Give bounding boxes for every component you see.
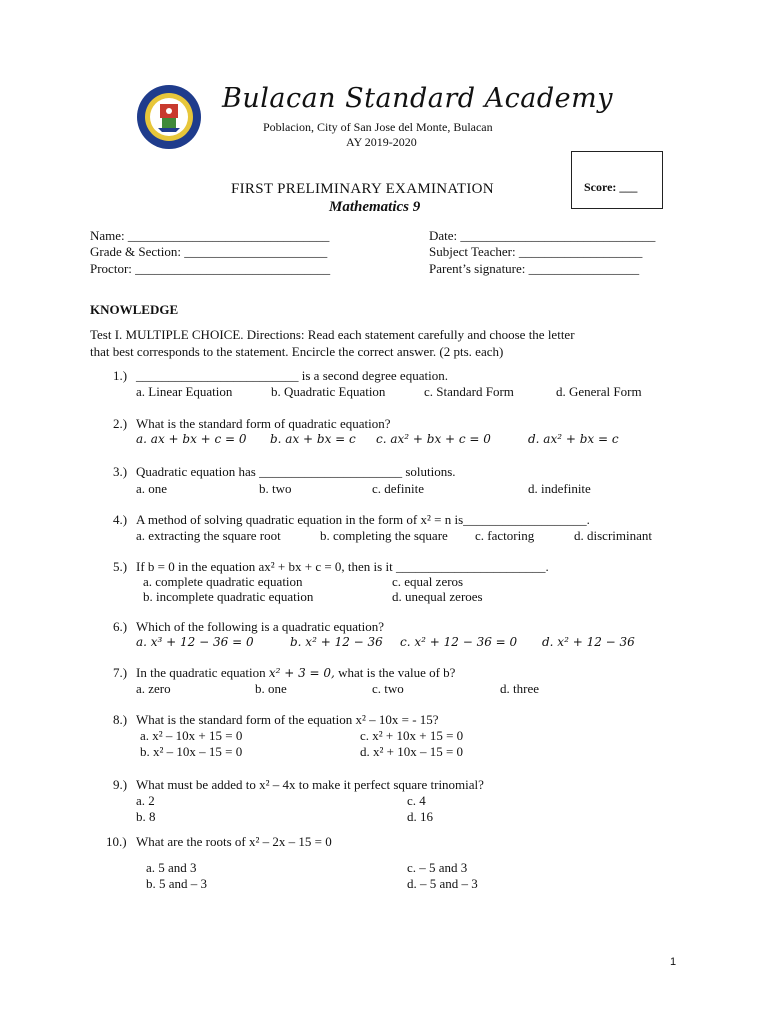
directions-text-1: Directions: Read each statement carefully and choose the letter	[243, 327, 575, 342]
q2-number: 2.)	[113, 416, 128, 431]
q9-text: What must be added to x² – 4x to make it perfect square trinomial?	[136, 777, 484, 792]
q6-choice-a[interactable]: a. x³ + 12 − 36 = 0	[136, 635, 254, 649]
q5-choice-b[interactable]: b. incomplete quadratic equation	[143, 589, 314, 604]
q6-choice-d[interactable]: d. x² + 12 − 36	[542, 635, 635, 649]
q4-choice-b[interactable]: b. completing the square	[320, 528, 448, 543]
q3-choice-b[interactable]: b. two	[259, 481, 292, 496]
exam-subject: Mathematics 9	[329, 199, 421, 215]
directions-line-2: that best corresponds to the statement. Encircle the correct answer. (2 pts. each)	[90, 344, 504, 359]
q10-number: 10.)	[106, 834, 127, 849]
q8-choice-d[interactable]: d. x² + 10x – 15 = 0	[360, 744, 464, 759]
school-address: Poblacion, City of San Jose del Monte, Bulacan	[263, 120, 493, 134]
q3-choice-a[interactable]: a. one	[136, 481, 168, 496]
q7-choice-c[interactable]: c. two	[372, 681, 404, 696]
q1-text: _________________________ is a second degree equation.	[136, 368, 448, 383]
q1-number: 1.)	[113, 368, 128, 383]
parent-signature-field[interactable]: Parent’s signature: _________________	[429, 261, 640, 276]
q1-choice-a[interactable]: a. Linear Equation	[136, 384, 233, 399]
q6-choice-b[interactable]: b. x² + 12 − 36	[290, 635, 383, 649]
q5-number: 5.)	[113, 559, 128, 574]
q5-text: If b = 0 in the equation ax² + bx + c = 0, then is it _______________________.	[136, 559, 549, 574]
q7-choice-b[interactable]: b. one	[255, 681, 287, 696]
q1-choice-d[interactable]: d. General Form	[556, 384, 642, 399]
page-number: 1	[670, 956, 677, 968]
q7-text-pre: In the quadratic equation	[136, 665, 269, 680]
grade-section-field[interactable]: Grade & Section: ______________________	[90, 244, 328, 259]
q8-number: 8.)	[113, 712, 128, 727]
q4-choice-d[interactable]: d. discriminant	[574, 528, 652, 543]
q7-text	[136, 665, 455, 681]
q2-choice-c[interactable]: c. ax² + bx + c = 0	[376, 432, 491, 446]
q6-text: Which of the following is a quadratic equation?	[136, 619, 385, 634]
q3-choice-c[interactable]: c. definite	[372, 481, 424, 496]
q4-choice-c[interactable]: c. factoring	[475, 528, 535, 543]
q9-choice-b[interactable]: b. 8	[136, 809, 156, 824]
q7-choice-a[interactable]: a. zero	[136, 681, 171, 696]
q4-text: A method of solving quadratic equation in the form of x² = n is___________________.	[136, 512, 590, 527]
q7-number: 7.)	[113, 665, 128, 680]
q8-text: What is the standard form of the equation x² – 10x = - 15?	[136, 712, 439, 727]
q10-text: What are the roots of x² – 2x – 15 = 0	[136, 834, 332, 849]
q5-choice-a[interactable]: a. complete quadratic equation	[143, 574, 303, 589]
q4-number: 4.)	[113, 512, 128, 527]
q1-choice-c[interactable]: c. Standard Form	[424, 384, 514, 399]
q9-choice-a[interactable]: a. 2	[136, 793, 155, 808]
q8-choice-a[interactable]: a. x² – 10x + 15 = 0	[140, 728, 243, 743]
q1-choice-b[interactable]: b. Quadratic Equation	[271, 384, 386, 399]
q2-text: What is the standard form of quadratic equation?	[136, 416, 391, 431]
q7-text-math: x² + 3 = 0,	[268, 666, 335, 680]
q3-text: Quadratic equation has ______________________ solutions.	[136, 464, 456, 479]
q5-choice-d[interactable]: d. unequal zeroes	[392, 589, 483, 604]
q10-choice-b[interactable]: b. 5 and – 3	[146, 876, 208, 891]
date-field[interactable]: Date: ______________________________	[429, 228, 656, 243]
q8-choice-c[interactable]: c. x² + 10x + 15 = 0	[360, 728, 464, 743]
q2-choice-a[interactable]: a. ax + bx + c = 0	[136, 432, 247, 446]
q9-choice-d[interactable]: d. 16	[407, 809, 433, 824]
exam-title: FIRST PRELIMINARY EXAMINATION	[231, 181, 494, 197]
q3-choice-d[interactable]: d. indefinite	[528, 481, 591, 496]
subject-teacher-field[interactable]: Subject Teacher: ___________________	[429, 244, 643, 259]
section-heading: KNOWLEDGE	[90, 302, 179, 317]
q5-choice-c[interactable]: c. equal zeros	[392, 574, 464, 589]
directions-line-1	[90, 327, 575, 343]
q9-number: 9.)	[113, 777, 128, 792]
q7-choice-d[interactable]: d. three	[500, 681, 539, 696]
q2-choice-d[interactable]: d. ax² + bx = c	[528, 432, 619, 446]
score-label: Score: ___	[584, 180, 638, 194]
q3-number: 3.)	[113, 464, 128, 479]
q2-choice-b[interactable]: b. ax + bx = c	[270, 432, 356, 446]
q10-choice-d[interactable]: d. – 5 and – 3	[407, 876, 478, 891]
q10-choice-c[interactable]: c. – 5 and 3	[407, 860, 468, 875]
q8-choice-b[interactable]: b. x² – 10x – 15 = 0	[140, 744, 243, 759]
school-logo	[136, 84, 202, 150]
school-name: Bulacan Standard Academy	[222, 83, 613, 114]
q7-text-post: what is the value of b?	[334, 665, 456, 680]
proctor-field[interactable]: Proctor: ______________________________	[90, 261, 331, 276]
test-label: Test I. MULTIPLE CHOICE.	[90, 327, 244, 342]
q10-choice-a[interactable]: a. 5 and 3	[146, 860, 197, 875]
q6-number: 6.)	[113, 619, 128, 634]
academic-year: AY 2019-2020	[346, 135, 417, 149]
q6-choice-c[interactable]: c. x² + 12 − 36 = 0	[400, 635, 518, 649]
q4-choice-a[interactable]: a. extracting the square root	[136, 528, 281, 543]
name-field[interactable]: Name: _______________________________	[90, 228, 330, 243]
q9-choice-c[interactable]: c. 4	[407, 793, 426, 808]
